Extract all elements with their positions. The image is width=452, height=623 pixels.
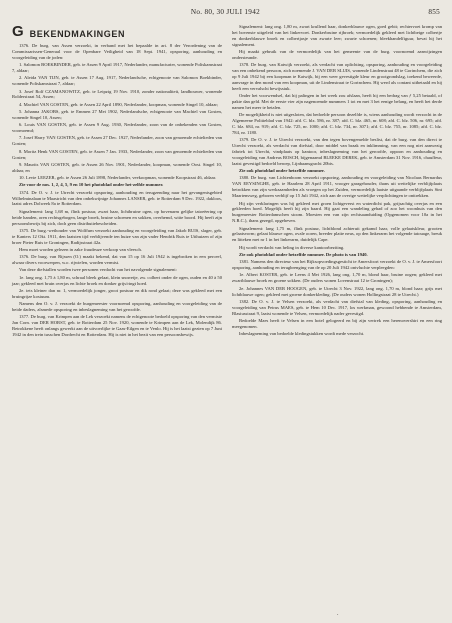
left-column-paragraph: Zie voor de nos. 1, 2, 4, 5, 9 en 10 het photoblad onder het-zelfde nummer. xyxy=(19,182,164,188)
left-column-paragraph: 2. Aleida VAN TIJN, geb. te Assen 17 Aug. 1917, Nederlandsche, echtgenoote van Salomon Boekbinder, wonende Poliskamstraat 7, aldaar; xyxy=(12,75,222,87)
section-heading xyxy=(12,25,222,39)
left-column-paragraph: 3. Josef Rolf CZAMANOWITZ, geb. te Leipzig 19 Nov. 1910, zonder nationaliteit, landbouwer, wonende Rolderstraat 54, Assen; xyxy=(12,88,222,100)
right-column-paragraph: Hij wordt verdacht van heling in diverse kantoorbeziting. xyxy=(239,244,345,250)
left-column-paragraph: Namens den O. v. J. verzoekt de burgemeester voornoemd opsporing, aanhouding en voorgeleiding van de beide daders, alsmede opsporing en inbeslagneming van het geroofde. xyxy=(12,301,222,313)
right-column-paragraph: 2e. Johannes VAN DER HOOGEN, geb. te Utrecht 3 Nov. 1922, lang ong. 1,70 m, blond haar; grijs met lichtblauwe ogen; gekleed met groene donkerkleding. (De ouders wonen Hollingstraat 28 te Utrecht.) xyxy=(232,285,442,297)
right-column-paragraph: Hij zijn verklaringen was hij gekleed met groen lichtgeverst en waterdicht pak, grijsachtig overjas en een gekleeden hoed. Mogelijk heeft hij zijn baard. Hij gaat een wandeling gehad of zoo het woonhuis van den burgemeester Rotterdamschen stoom. Moesten een van zijn rechtsaanduiding (Opgenomen voor 10a in het N.R.C.), thans gezegd, opgeheven. xyxy=(232,200,442,224)
right-column-paragraph: Inbeslagneming van bedoelde kledingstukken wordt mede verzocht. xyxy=(239,331,365,337)
page-number: 855 xyxy=(428,8,440,16)
left-column-paragraph: 7. Josef Harry VAN GOSTEN, geb. te Assen 27 Dec. 1927, Nederlander, zoon van genoemde echtelieden van Gosten; xyxy=(12,135,222,147)
page-header xyxy=(12,8,440,22)
left-column-paragraph: 9. Maurits VAN GOSTEN, geb. te Assen 26 Nov. 1901, Nederlander, koopman, wonende Oost. Singel 10, aldaar, en xyxy=(12,161,222,173)
left-column-paragraph: 1375. De burg.-wethouder van Wolffum verzoekt aanhouding en voorgeleiding van Jakob RUIS, slager, geb. te Kanters 12 Okt. 1911, den laatsten tijd verblijvende ten huize van zijn vader Hendrik Ruis te Uithuizen of zijn broer Pieter Ruis te Groningen, Radijsstraat 42a. xyxy=(12,227,222,245)
right-column-paragraph: Bedoelde Maes heeft te Velsen in een hotel gelogeerd en bij zijn vertrek een herenovershirt en een ring meegenomen. xyxy=(232,317,442,329)
issue-label: No. 80, 30 JULI 1942 xyxy=(190,8,260,16)
right-column-paragraph: 1379. De O. v. J. te Utrecht verzoekt, van den tegen bovengemelde beslist, dat de burg. van den direct te Utrecht verzoekt, als verdacht van diefstal, door middel van braak en inklimming, van een nog niet aanwezig fabriek tot Utrecht, vindplaats op kantoor, inbeslagneming van het geroofde, oppoon en aanhouding en voorgeleiding van Andreas BOSCH, bijgenaamd BLEEKE DEREK, geb. te Amsterdam 31 Nov. 1916, chauffeur, laatst gevestigd bedoeld beroep, Lijnbaansgracht 20bis. xyxy=(232,137,442,166)
right-column-paragraph: 1380. De burg. van Lichtenboom verzoekt opsporing, aanhouding en voorgeleiding van Nicolaas Bernardus VAN EEYSINGHE, geb. te Haarlem 28 April 1911, vrooger garagehouder, thans uit wettelijke verblijfplaats betrokken van zijn werkzaamheden als vroegen op het Zuiden, vermoedelijk laatste uitgaande verblijfplaats Sint Maartensweg, geboren verblijf op 15 Juli 1942, zich aan de overige wettelijke verplichtingen te onttrekken. xyxy=(232,175,442,199)
left-column-paragraph: 1377. De burg. van Krimpen aan de Lek verzoekt namens de echtgenoote bedoeld opsporing van den vermiste Jan Corn. van DER HORST, geb. te Rotterdam 25 Nov. 1920, wonende te Krimpen aan de Lek, Molendijk 86. Betrokkene heeft onlangs gewerkt aan de uitvoerlijke te Gaas-Eilgen en te Venlo. Hij is het laatst gezien op 7 Juni 1942 in den trein tusschen Dordrecht en Rotterdam. Hij is niet in het bezit van een persoonsbewijs. xyxy=(12,314,222,338)
right-column-paragraph: 1e. Albert KOSTER, geb. te Leens 4 Mei 1926, lang ong. 1,70 m, blond haar, bruine oogen; gekleed met zwartblauwe broek en groene sokken. (De ouders wonen Lovenstraat 12 te Groningen); xyxy=(232,272,442,284)
left-column-paragraph: 1e. lang ong. 1,75 à 1,80 m, schraal bleek gelaat, klein snorretje, zw. colbert onder de ogen, ouden en 40 à 50 jaar; gekleed met bruin overjas en lichte broek en donker grijs/ringt hoed. xyxy=(12,274,222,286)
heading-dropcap: G xyxy=(12,23,24,40)
left-column-paragraph: 2e. iets kleiner dan nr. 1, vermoedelijk jonger, groot postuur en dik rond gelaat; deze was gekleed met een bruingrijze kostuum. xyxy=(12,287,222,299)
left-column-paragraph: 10. Levie LEEZER, geb. te Assen 26 Juli 1898, Nederlander, veekoopman, wonende Koopstraat 46, aldaar. xyxy=(19,175,217,181)
right-column-paragraph: Signalement: lang 1,75 m, flink postuur, lichtblond achteruit gekamd haar, volle gelaatskleur, grooten gelaatsvorm; gelaat blauwe ogen, ovale ooren, breeder platte neus, op den linkerarm het volgende tatouage, breuk en litteken met nr 1 in het linkerarm, duidelijk Cape. xyxy=(232,225,442,243)
right-column-paragraph: 1382. De O. v. J. te Velsen verzoekt, als verdacht van diefstal van kleding, opsporing, aanhouding en voorgeleiding van Petrus MAES, geb. te Hem 10 Dec. 1917, los werkman, gewoond hebbende te Amsterdam, Blasiusstraat 9, laatst wonende te Velsen, vermoedelijk nader gevestigd. xyxy=(232,298,442,316)
right-column-paragraph: Zie ook photoblad onder hetzelfde nummer. xyxy=(239,168,325,174)
left-column-paragraph: 4. Machiel VAN GOSTEN, geb. te Assen 22 April 1890, Nederlander, koopman, wonende Singel 10, aldaar; xyxy=(19,101,219,107)
left-column-paragraph: 6. Louis VAN GOSTEN, geb. te Assen 9 Aug. 1930, Nederlander, zoon van de onbekenden van Gosten, voornoemd; xyxy=(12,122,222,134)
left-column-paragraph: Hem moet worden gelezen in zake fraudeuze verkoop van vleesch. xyxy=(19,246,142,252)
footer-mark: . xyxy=(337,611,339,617)
right-column-paragraph: Onder het voorwendsel, dat hij palingen in het week zou afslaan, heeft hij een bedrag van ƒ 5,25 betaald, of pakte dan geld. Met de eerste vier zijn nagenoemde nummers 1 tot en met 3 het eenige belang, en heeft het derde namen het meer te betalen. xyxy=(232,93,442,110)
right-column-paragraph: 1381. Namens den directeur van het Rijksopvoedingsgesticht te Amersfoort verzoekt de O. v. J. te Amersfoort opsporing, aanhouding en terugbrenging van de op 20 Juli 1942 ontvluchte verpleegden: xyxy=(232,259,442,271)
left-column-paragraph: 1374. De O. v. J. te Utrecht verzoekt opsporing, aanhouding en terugzending naar het gevangenisgebied Wilhelminalaan te Maastricht van den onbekwijnige Johannes LANSER, geb. te Rotterdam 9 Dec. 1922, dakloos, laatst adres Dolweek 8a te Rotterdam. xyxy=(12,189,222,207)
right-column-paragraph: Signalement: lang ong. 1,80 m, zwart krullend haar, donkerblauwe ogen, goed gebit; rechtervoet kromp van het bovenste uitgeleid van het linkervoet. Donkerbruine rijbroek; vermoedelijk gekleed met lichtbeige colbertje en donkerblauwe broek en colbertjasje van zwarte leer; zwarte schoenen; bleekhandelfiguur, bevat hij het signalement. xyxy=(232,24,442,47)
left-column-paragraph: 8. Moritz Henk VAN GOSTEN, geb. te Assen 7 Jan. 1933, Nederlander, zoon van genoemde echtelieden van Gosten; xyxy=(12,148,222,160)
right-column-paragraph: Hij maakt gebruik van de vermoedelijk van het gemeente van de burg. voornoemd aanwijzingen ondersteunde. xyxy=(232,49,442,60)
section-title: BEKENDMAKINGEN xyxy=(29,29,126,39)
left-column-paragraph: Signalement: lang 1,68 m, flink postuur, zwart haar, lichtbruine ogen, op bovenarm gelijke tatoeëering op beide handen, oren rechtsgebogen, lange broek, bruine schoenen en sokken, overhemd, witte boord. Hij heeft zijn persoonsbewijs bij zich, doch geen distributiebescheiden. xyxy=(12,208,222,226)
right-column-paragraph: Zie ook photoblad onder hetzelfde nummer. De photo is van 1940. xyxy=(239,251,368,257)
right-column xyxy=(232,24,442,339)
left-column-paragraph: 5. Johanna JAKOBS, geb. te Emmen 27 Mei 1902, Nederlandsche, echtgenoote van Machiel van Gosten, wonende Singel 10, Assen; xyxy=(12,109,222,120)
left-column-paragraph: 1376. De burg. van Assen verzoekt, in verband met het bepaalde in art. 8 der Verordening van de Commissarissen-Generaal voor de Openbare Veiligheid van 18 Sept. 1941, opsporing, aanhouding en voorgeleiding van de joden: xyxy=(12,43,222,60)
right-column-paragraph: 1378. De burg. van Katwijk verzoekt, als verdacht van oplichting, opsporing, aanhouding en voorgeleiding van een onbekend persoon, zich noemende J. VAN DER SLUIS, wonende Lindenstraat 48 te Gorinchem, die zich op 9 Juli 1942 bij een koopman te Katwijk, bij een weer gevestigde kleur en grootgrondslag, toekend beweerde, aanvrage in den mond van een koopman, uit de Lindenstraat te Gorinchem. Hij werd als contant uitbetaald en hij heeft een vervalscht bewijsstuk. xyxy=(232,62,442,91)
left-column-paragraph: 1. Salomon BOEKBINDER, geb. te Assen 9 April 1917, Nederlander, manufacturier, wonende Poliskamstraat 7, aldaar; xyxy=(12,62,222,74)
columns xyxy=(12,24,442,339)
left-column-paragraph: 1376. De burg. van Rijssen (O.) maakt bekend, dat van 15 op 16 Juli 1942 is ingebroken in een perceel, alwaar divers voorwerpen, w.o. rijwielen, worden vermist. xyxy=(12,254,222,266)
right-column-paragraph: De mogelijkheid is niet uitgesloten, dat bedoelde persoon dezelfde is, wiens aanhouding wordt verzocht in de Algemeene Politieblad van 1942: afd. C. blz. 586, nr. 387; afd. C. blz. 465, nr. 608; afd. C. blz. 506, nr. 695; afd. C. blz. 684, nr. 919; afd. C. blz. 725, nr. 1000; afd. C. blz. 734, nr. 3071; afd. C. blz. 755, nr. 1085; afd. C. blz. 784, nr. 1180. xyxy=(232,112,442,135)
left-column-paragraph: Van deze diefstallen worden twee personen verdacht van het navolgende signalement: xyxy=(19,267,177,273)
left-column xyxy=(12,24,222,339)
